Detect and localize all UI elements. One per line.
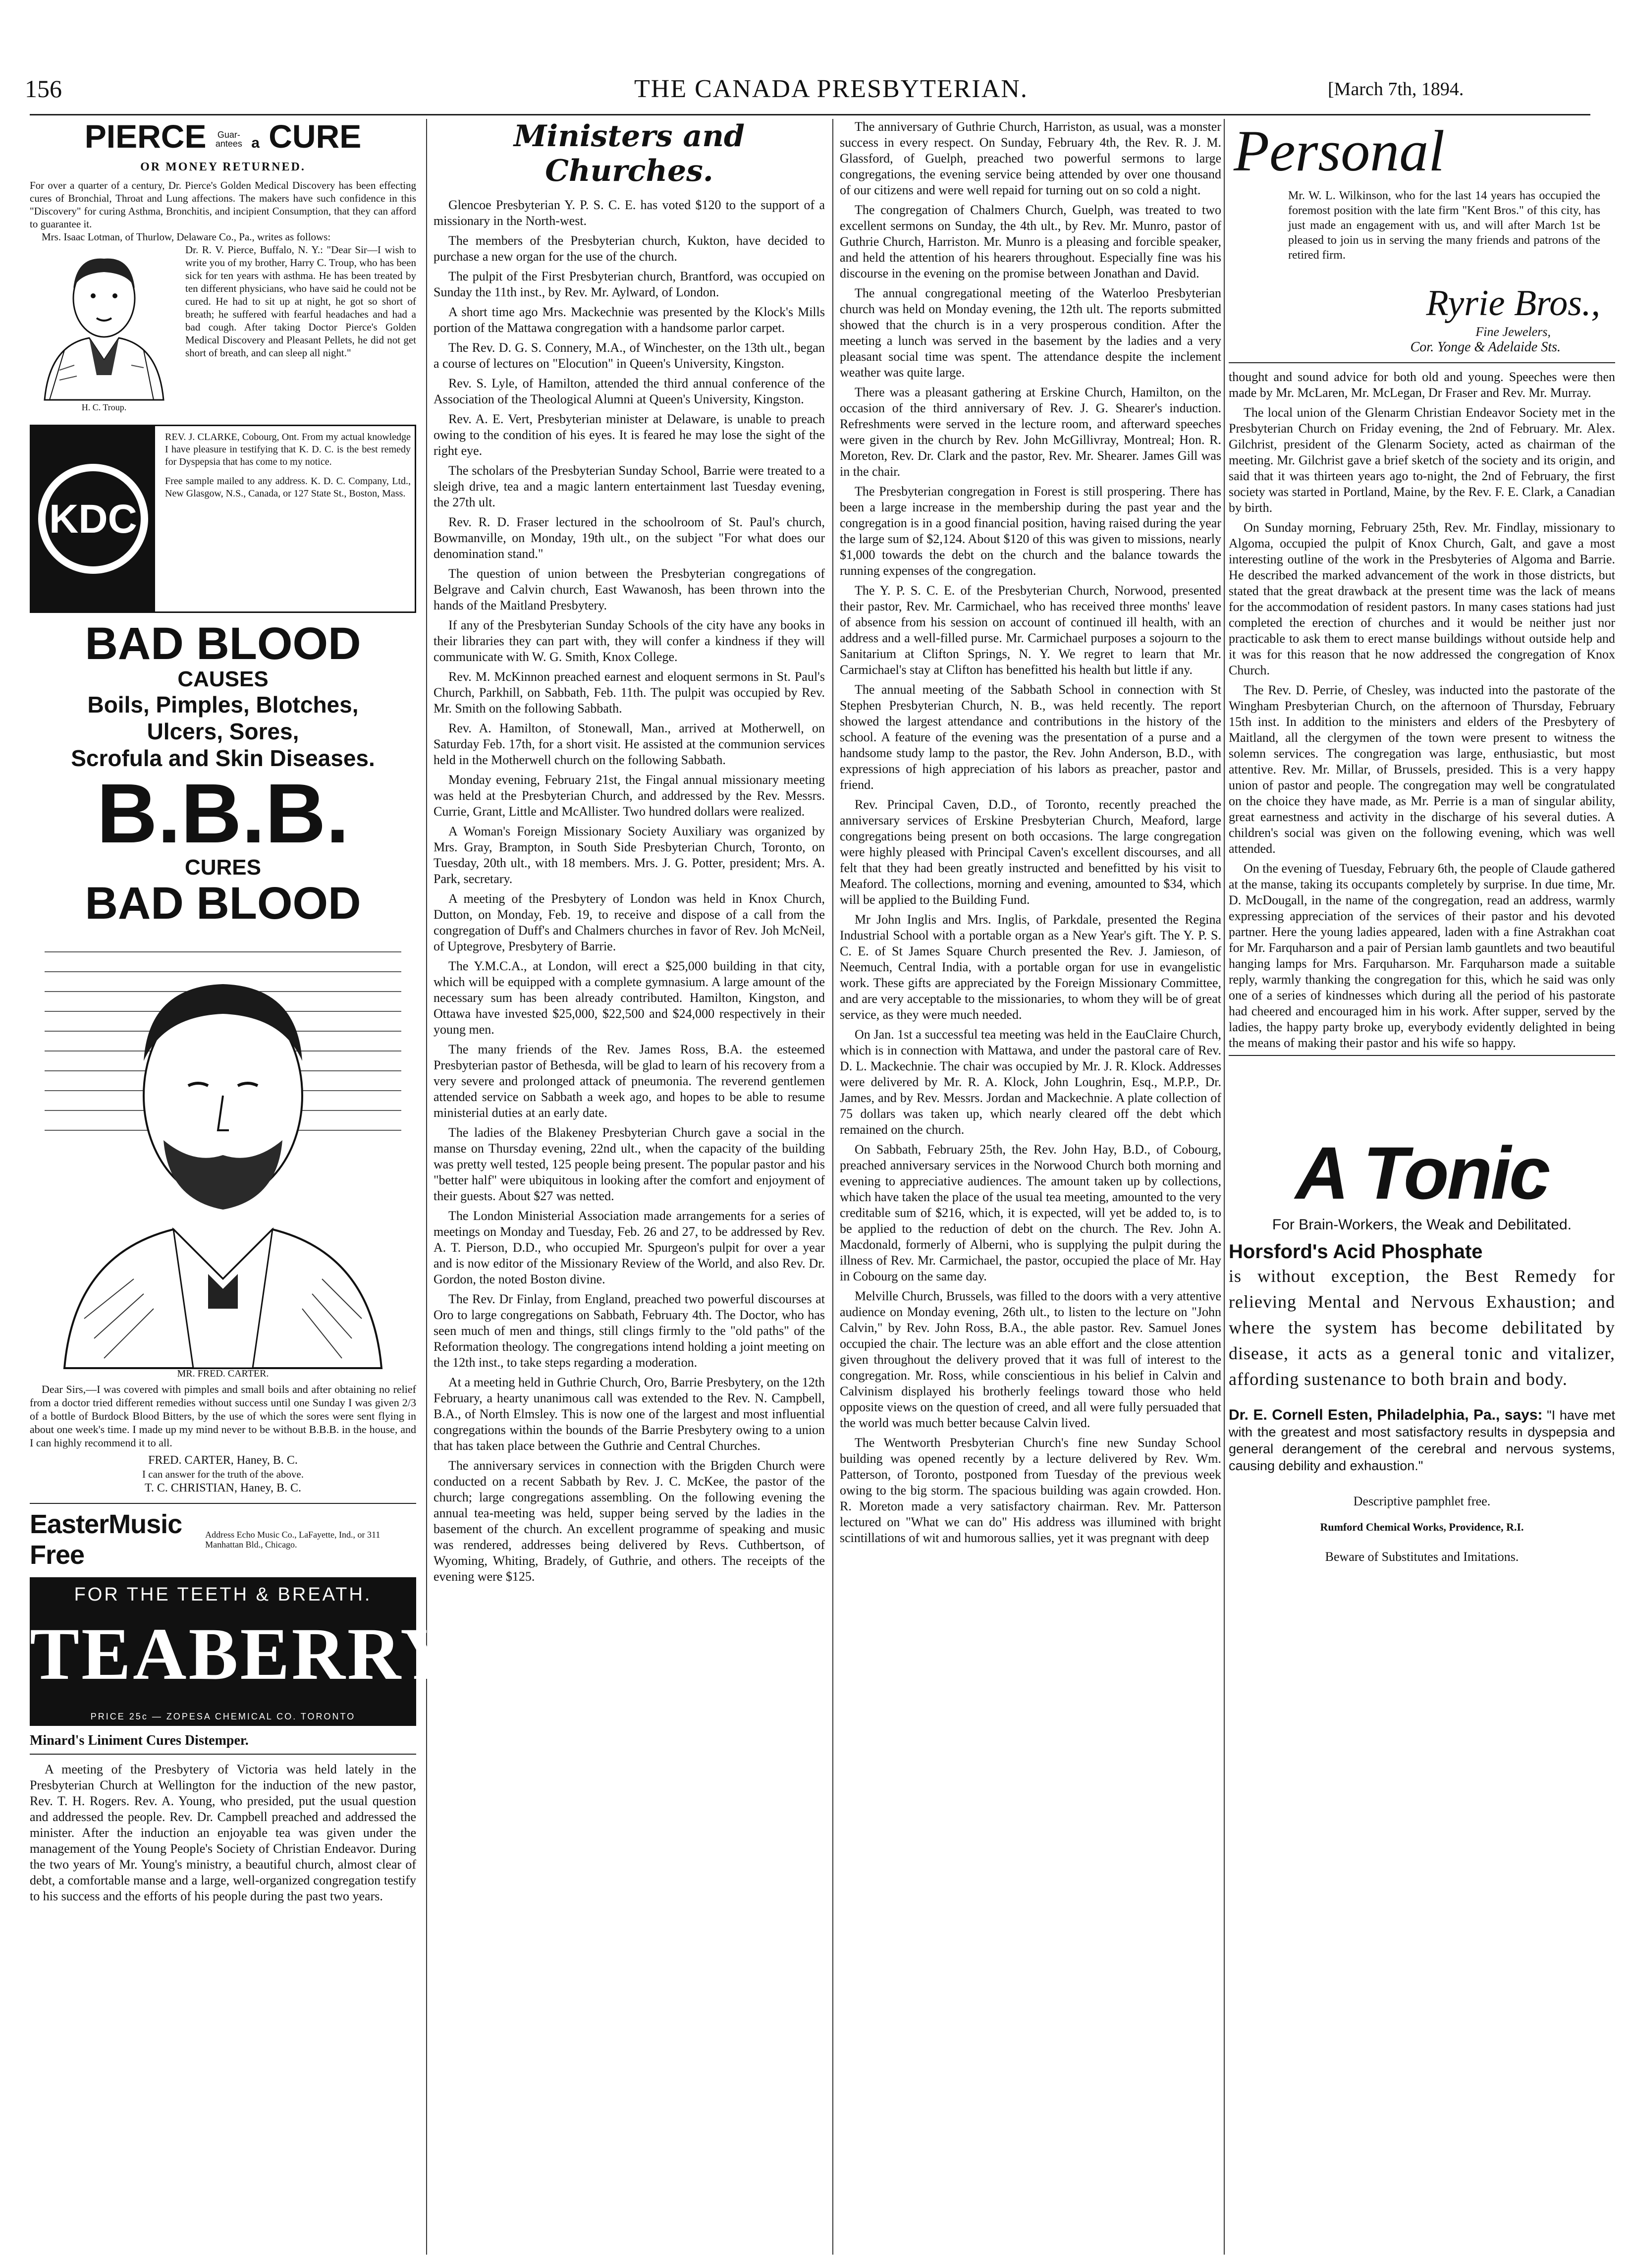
news-item: On Sunday morning, February 25th, Rev. Mr. Findlay, missionary to Algoma, occupied the pulpit of Knox Church, Galt, and gave a most interesting outline of the work in the Presbyteries of Algoma and Barrie. He described the marked advancement of the work in those districts, but stated that the great drawback at the present time was the lack of means for the accommodation of resident pastors. In many cases stations had just completed the erection of churches and it would be neither just nor practicable to ask them to erect manse buildings without outside help and it was for this reason that he now addressed the congregation of Knox Church.: [1229, 520, 1615, 677]
news-item: The anniversary services in connection with the Brigden Church were conducted on a recent Sabbath by Rev. J. C. McKee, the pastor of the church; large congregations assembling. On the following evening the annual tea-meeting was held, supper being served by the ladies in the basement of the church. An excellent programme of speaking and music was rendered, addresses being delivered by Revs. Cuthbertson, of Wyoming, Whiting, Bradely, of Guthrie, and others. The receipts of the evening were $125.: [434, 1458, 825, 1584]
news-item: There was a pleasant gathering at Erskine Church, Hamilton, on the occasion of the third anniversary of Rev. J. G. Shearer's induction. Refreshments were served in the lecture room, and afterward speeches were given in the church by Rev. John McGillivray, Montreal; Hon. R. Moreton, Rev. Dr. Clark and the pastor, Rev. Mr. Shearer. James Gill was in the chair.: [840, 385, 1221, 479]
news-item: On the evening of Tuesday, February 6th, the people of Claude gathered at the manse, taking its occupants completely by surprise. In due time, Mr. D. McDougall, in the name of the congregation, read an address, warmly expressing appreciation of the services of their pastor and his devoted partner. Here the young ladies appeared, laden with a fine Astrakhan coat for Mr. Farquharson and a pair of Persian lamb gauntlets and two beautiful hanging lamps for Mrs. Farquharson. Mr. Farquharson made a suitable reply, warmly thanking the congregation for this, which he said was only one of a series of kindnesses which during all the period of his pastorate had cheered and encouraged him in his work. After supper, served by the ladies, the happy party broke up, everybody evidently delighted in being the means of making their pastor and his wife so happy.: [1229, 861, 1615, 1050]
easter-music-address: Address Echo Music Co., LaFayette, Ind., or 311 Manhattan Bld., Chicago.: [205, 1530, 380, 1549]
news-item: On Sabbath, February 25th, the Rev. John Hay, B.D., of Cobourg, preached anniversary services in the Norwood Church both morning and evening to appreciative audiences. The amount taken up by collections, which have taken the place of the usual tea meeting, amounted to the very creditable sum of $216, which, it is expected, will yet be added to, is to be applied to the reduction of debt on the church. The Rev. John A. Macdonald, formerly of Alberni, who is supplying the pulpit during the illness of Rev. Mr. Carmichael, the pastor, occupied the place of Mr. Hay in Cobourg on the same day.: [840, 1142, 1221, 1283]
ryrie-bros-address: Cor. Yonge & Adelaide Sts.: [1410, 339, 1561, 355]
teaberry-price: PRICE 25c — ZOPESA CHEMICAL CO. TORONTO: [90, 1712, 356, 1721]
teaberry-brand: TEABERRY.: [30, 1613, 470, 1695]
news-item: A Woman's Foreign Missionary Society Auxiliary was organized by Mrs. Gray, Brampton, in South Side Presbyterian Church, Toronto, on Tuesday, 20th ult., with 18 members. Mrs. J. G. Potter, president; Mrs. A. Park, secretary.: [434, 824, 825, 886]
pierce-testimonial: [30, 243, 416, 412]
news-item: The London Ministerial Association made arrangements for a series of meetings on Monday and Tuesday, Feb. 26 and 27, to be addressed by Rev. A. T. Pierson, D.D., who occupied Mr. Spurgeon's pulpit for over a year and is now editor of the Missionary Review of the World, and also Rev. Dr. Gordon, the noted Boston divine.: [434, 1209, 825, 1286]
news-item: The Rev. D. Perrie, of Chesley, was inducted into the pastorate of the Wingham Presbyterian Church, on the afternoon of Thursday, February 15th inst. In addition to the ministers and elders of the Presbytery of Maitland, all the clergymen of the town were present to witness the solemn services. The congregation was large, enthusiastic, but most attentive. Rev. Mr. Millar, of Brussels, presided. This is a very happy union of pastor and people. The congregation may well be congratulated on the choice they have made, as Mr. Perrie is a man of singular ability, great earnestness and activity in the discharge of his several duties. A children's social was given on the following evening, which was well attended.: [1229, 683, 1615, 856]
news-item: The annual meeting of the Sabbath School in connection with St Stephen Presbyterian Church, N. B., was held recently. The report showed the largest attendance and contributions in the history of the school. A feature of the evening was the presentation of a purse and a handsome study lamp to the pastor, the Rev. John Anderson, B.D., with expressions of high appreciation of his labors as preacher, pastor and friend.: [840, 682, 1221, 792]
bad-blood-heading: BAD BLOOD: [85, 618, 361, 669]
portrait-caption: H. C. Troup.: [81, 402, 127, 412]
ailments-line: Ulcers, Sores,: [147, 719, 299, 744]
ailments-line: Boils, Pimples, Blotches,: [87, 692, 359, 718]
portrait-caption: MR. FRED. CARTER.: [177, 1368, 269, 1379]
news-item: The Rev. D. G. S. Connery, M.A., of Winchester, on the 13th ult., began a course of lectures on "Elocution" in Queen's University, Kingston.: [434, 340, 825, 371]
news-item: Rev. Principal Caven, D.D., of Toronto, recently preached the anniversary services of Erskine Presbyterian Church, Meaford, large congregations being present on both occasions. The large congregation were highly pleased with Principal Caven's excellent discourses, and all felt that they had been greatly instructed and benefitted by his visit to Meaford. The collections, morning and evening, amounted to $34, which will be applied to the Building Fund.: [840, 797, 1221, 907]
kdc-logo: [31, 426, 155, 611]
kdc-ad: [30, 425, 416, 613]
easter-music-ad: [30, 1503, 416, 1570]
minard-ad: Minard's Liniment Cures Distemper.: [30, 1733, 416, 1755]
news-item: Glencoe Presbyterian Y. P. S. C. E. has voted $120 to the support of a missionary in the North-west.: [434, 198, 825, 228]
news-item: The anniversary of Guthrie Church, Harriston, as usual, was a monster success in every respect. On Sunday, February 4th, the Rev. R. J. M. Glassford, of Guelph, preached two powerful sermons to large congregations, the evening service being attended by over one thousand of our citizens and were well repaid for turning out on so cold a night.: [840, 119, 1221, 197]
ryrie-bros-trade: Fine Jewelers,: [1475, 325, 1551, 339]
news-item: At a meeting held in Guthrie Church, Oro, Barrie Presbytery, on the 12th February, a hearty unanimous call was extended to the Rev. N. Campbell, B.A., of North Elmsley. This is now one of the largest and most influential congregations within the bounds of the Barrie Presbytery owing to a union that has taken place between the Guthrie and Central Churches.: [434, 1375, 825, 1453]
tonic-subheading: For Brain-Workers, the Weak and Debilitated.: [1272, 1217, 1572, 1233]
testimonial-attestation: I can answer for the truth of the above.: [142, 1468, 304, 1480]
column-ministers-churches: [434, 119, 825, 2257]
news-item: On Jan. 1st a successful tea meeting was held in the EauClaire Church, which is in connection with Mattawa, and under the pastoral care of Rev. D. L. Mackechnie. The chair was occupied by Mr. J. R. Klock. Addresses were delivered by Mr. R. A. Klock, John Loughrin, Esq., M.P.P., Dr. James, and by Rev. Messrs. Jordan and Mackechnie. A plate collection of 75 dollars was taken up, which nearly cleared off the debt which remained on the church.: [840, 1027, 1221, 1137]
news-item: Rev. S. Lyle, of Hamilton, attended the third annual conference of the Association of the Theological Alumni at Queen's University, Kingston.: [434, 376, 825, 406]
personal-heading: Personal: [1234, 118, 1445, 183]
news-item: thought and sound advice for both old and young. Speeches were then made by Mr. McLaren, Mr. McLegan, Dr Fraser and Rev. Mr. Murray.: [1229, 370, 1615, 400]
news-item: Rev. A. Hamilton, of Stonewall, Man., arrived at Motherwell, on Saturday Feb. 17th, for a short visit. He assisted at the communion services held in the Motherwell church on the following Sabbath.: [434, 721, 825, 767]
pierce-ad-text: Mrs. Isaac Lotman, of Thurlow, Delaware Co., Pa., writes as follows:: [42, 231, 331, 243]
troup-portrait-image: [30, 246, 178, 410]
news-item: Mr John Inglis and Mrs. Inglis, of Parkdale, presented the Regina Industrial School with a portable organ as a New Year's gift. The Y. P. S. C. E. of St James Square Church presented the Rev. J. Jamieson, of Neemuch, Central India, with a portable organ for use in evangelistic work. These gifts are appreciated by the Foreign Missionary Committee, and are very acceptable to the missionaries, to whom they will be of great service, as they were much needed.: [840, 912, 1221, 1022]
news-item: The Presbyterian congregation in Forest is still prospering. There has been a large increase in the membership during the past year and the congregation is in a good financial position, having raised during the year the large sum of $2,124. About $120 of this was given to missions, nearly $1,000 towards the debt on the church and the balance towards the running expenses of the congregation.: [840, 484, 1221, 578]
cures-label: CURES: [184, 855, 262, 880]
kdc-sample-offer: Free sample mailed to any address. K. D. C. Company, Ltd., New Glasgow, N.S., Canada, or 127 State St., Boston, Mass.: [165, 476, 411, 499]
pierce-ad-headline: [30, 119, 416, 161]
product-name: Horsford's Acid Phosphate: [1229, 1241, 1483, 1263]
bad-blood-heading: BAD BLOOD: [85, 878, 361, 929]
ailments-line: Scrofula and Skin Diseases.: [71, 745, 375, 771]
product-description: is without exception, the Best Remedy for relieving Mental and Nervous Exhaustion; and where the system has become debilitated by disease, it acts as a general tonic and vitalizer, affording sustenance to both brain and body.: [1229, 1266, 1615, 1389]
imitation-warning: Beware of Substitutes and Imitations.: [1325, 1549, 1519, 1564]
kdc-testimonial: REV. J. CLARKE, Cobourg, Ont. From my actual knowledge I have pleasure in testifying that K. D. C. is the best remedy for Dyspepsia that has come to my notice.: [165, 432, 411, 467]
news-item: The Y.M.C.A., at London, will erect a $25,000 building in that city, which will be equipped with a complete gymnasium. A large amount of the necessary sum has been already contributed. Hamilton, Kingston, and Ottawa have invested $25,000, $22,500 and $24,000 respectively in their young men.: [434, 959, 825, 1037]
news-item: The Y. P. S. C. E. of the Presbyterian Church, Norwood, presented their pastor, Rev. Mr. Carmichael, who has received three months' leave of absence from his session on account of continued ill health, with an address and a well-filled purse. Mr. Carmichael purposes a sojourn to the Sanitarium at Clifton Springs, N. Y. We regret to learn that Mr. Carmichael's stay at Clifton has benefitted his health but little if any.: [840, 583, 1221, 677]
news-item: If any of the Presbyterian Sunday Schools of the city have any books in their libraries they can part with, they will confer a kindness if they will communicate with W. G. Smith, Knox College.: [434, 618, 825, 664]
teaberry-ad: [30, 1577, 470, 1726]
news-item: A short time ago Mrs. Mackechnie was presented by the Klock's Mills portion of the Mattawa congregation with a handsome parlor carpet.: [434, 305, 825, 335]
news-item: The question of union between the Presbyterian congregations of Belgrave and Calvin church, East Wawanosh, has been thrown into the hands of the Maitland Presbytery.: [434, 566, 825, 612]
column-news-continued: [840, 119, 1221, 2257]
news-item: Rev. M. McKinnon preached earnest and eloquent sermons in St. Paul's Church, Parkhill, on Sabbath, Feb. 11th. The pulpit was occupied by Rev. Mr. Smith on the following Sabbath.: [434, 669, 825, 716]
doctor-name: Dr. E. Cornell Esten, Philadelphia, Pa., says:: [1229, 1407, 1543, 1423]
easter-music-title: EasterMusic Free: [30, 1509, 182, 1570]
fred-carter-portrait-image: [45, 932, 401, 1368]
bbb-ad: [30, 620, 416, 1495]
news-item: The ladies of the Blakeney Presbyterian Church gave a social in the manse on Thursday evening, 22nd ult., when the capacity of the building was pretty well tested, 125 people being present. The popular pastor and his "better half" were ubiquitous in looking after the comfort and enjoyment of their guests. About $27 was netted.: [434, 1125, 825, 1203]
news-item: The local union of the Glenarm Christian Endeavor Society met in the Presbyterian Church on Friday evening, the 2nd of February. Mr. Alex. Gilchrist, president of the Glenarm Society, acted as chairman of the meeting. Mr. Gilchrist gave a brief sketch of the society and its origin, and said that it was thirteen years ago to-night, the 2nd of February, the first society was started in Portland, Maine, by the Rev. F. E. Clark, a Canadian by birth.: [1229, 405, 1615, 515]
issue-date: [March 7th, 1894.: [1328, 79, 1464, 100]
manufacturer-name: Rumford Chemical Works, Providence, R.I.: [1320, 1521, 1524, 1533]
doctor-testimonial: [1229, 1407, 1615, 1474]
bbb-brand: B.B.B.: [97, 767, 349, 861]
column-personal-and-ads: [1229, 119, 1615, 2257]
news-item: Monday evening, February 21st, the Fingal annual missionary meeting was held at the Presbyterian Church, and addressed by the Rev. Messrs. Currie, Grant, Little and McAllister. Two hundred dollars were realized.: [434, 773, 825, 819]
page-number: 156: [25, 75, 62, 103]
header-rule: [30, 114, 1590, 115]
news-item: Melville Church, Brussels, was filled to the doors with a very attentive audience on Monday evening, 26th ult., to listen to the lecture on "John Calvin," by Rev. John Ross, B.A., the able pastor. Rev. Samuel Jones occupied the chair. The lecture was an able effort and the close attention given throughout the delivery proved that it was full of interest to the congregation. Mr. Ross, while conscientious in his belief in Calvin and Calvinism displayed his brotherly feelings toward those who held opposite views on the question of creed, and all were fully persuaded that the world was much better because Calvin lived.: [840, 1289, 1221, 1430]
personal-notice-text: Mr. W. L. Wilkinson, who for the last 14 years has occupied the foremost position with the late firm "Kent Bros." of this city, has just made an engagement with us, and will after March 1st be pleased to join us in serving the many friends and patrons of the retired firm.: [1288, 189, 1600, 262]
victoria-presbytery-article: A meeting of the Presbytery of Victoria was held lately in the Presbyterian Church at Wellington for the induction of the new pastor, Rev. T. H. Rogers. Rev. A. Young, who presided, put the usual question and addressed the people. Rev. Dr. Campbell preached and addressed the minister. After the induction an enjoyable tea was given under the management of the Young People's Society of Christian Endeavor. During the two years of Mr. Young's ministry, a beautiful church, almost clear of debt, a comfortable manse and a large, well-organized congregation testify to his success and the efforts of his people during the past two years.: [30, 1762, 416, 1903]
cure-word: CURE: [269, 118, 362, 155]
horsford-tonic-ad: [1229, 1130, 1615, 1564]
teaberry-tagline: FOR THE TEETH & BREATH.: [74, 1584, 372, 1605]
ryrie-bros-name: Ryrie Bros.,: [1426, 283, 1600, 324]
pierce-testimonial-text: Dr. R. V. Pierce, Buffalo, N. Y.: "Dear Sir—I wish to write you of my brother, Harry C. Troup, who has been sick for ten years with asthma. He has been treated by ten different physicians, who have said he could not be cured. He had to sit up at night, he got so short of breath; he suffered with fearful headaches and had a bad cough. After taking Doctor Pierce's Golden Medical Discovery and Pleasant Pellets, he did not get short of breath, and can sleep all night.": [185, 244, 416, 359]
testimonial-signature: FRED. CARTER, Haney, B. C.: [148, 1454, 298, 1467]
pamphlet-offer: Descriptive pamphlet free.: [1353, 1494, 1491, 1508]
masthead-title: THE CANADA PRESBYTERIAN.: [634, 75, 1028, 103]
kdc-ad-text: [165, 431, 411, 500]
news-item: The scholars of the Presbyterian Sunday School, Barrie were treated to a sleigh drive, tea and a magic lantern entertainment last Tuesday evening, the 27th ult.: [434, 463, 825, 509]
section-divider: [1229, 1055, 1615, 1056]
news-item: The annual congregational meeting of the Waterloo Presbyterian church was held on Monday evening, the 12th ult. The reports submitted showed that the church is in a very prosperous condition. After the meeting a lunch was served in the basement by the ladies and a very pleasant social time was spent. The attendance despite the inclement weather was quite large.: [840, 286, 1221, 380]
pierce-ad-text: For over a quarter of a century, Dr. Pierce's Golden Medical Discovery has been effecting cures of Bronchial, Throat and Lung affections. The makers have such confidence in this "Discovery" for curing Asthma, Bronchitis, and incipient Consumption, that they can afford to guarantee it.: [30, 179, 416, 230]
news-item: The Wentworth Presbyterian Church's fine new Sunday School building was opened recently by a lecture delivered by Rev. Wm. Patterson, of Toronto, postponed from Tuesday of the previous week owing to the big storm. The spacious building was again crowded. Hon. R. Moreton made a very satisfactory chairman. Rev. Mr. Patterson lectured on "What we can do" His address was illumined with bright scintillations of wit and humorous sallies, yet it was pregnant with deep: [840, 1436, 1221, 1545]
section-divider: [1229, 362, 1615, 363]
pierce-word: PIERCE: [84, 118, 207, 155]
pierce-subheading: OR MONEY RETURNED.: [140, 161, 306, 173]
column-divider: [1224, 119, 1225, 2255]
causes-label: CAUSES: [177, 667, 269, 691]
news-item: A meeting of the Presbytery of London was held in Knox Church, Dutton, on Monday, Feb. 19, to receive and dispose of a call from the congregation of Duff's and Chalmers churches in favor of Rev. Joh McNeil, of Uptegrove, Presbytery of Barrie.: [434, 891, 825, 953]
news-item: The Rev. Dr Finlay, from England, preached two powerful discourses at Oro to large congregations on Sabbath, February 4th. The Doctor, who has seen much of men and things, still clings firmly to the "old paths" of the Reformation theology. The congregations intend holding a joint meeting on the 12th inst., to take steps regarding a moderation.: [434, 1292, 825, 1370]
news-item: The members of the Presbyterian church, Kukton, have decided to purchase a new organ for the use of the church.: [434, 233, 825, 264]
news-item: Rev. R. D. Fraser lectured in the schoolroom of St. Paul's church, Bowmanville, on Monday, 19th ult., on the subject "For what does our denomination stand.": [434, 515, 825, 561]
column-divider: [832, 119, 833, 2255]
news-item: The many friends of the Rev. James Ross, B.A. the esteemed Presbyterian pastor of Bethesda, will be glad to learn of his recovery from a very severe and prolonged attack of pneumonia. The reverend gentlemen attended service on Sabbath a week ago, and hopes to be able to resume ministerial duties at an early date.: [434, 1042, 825, 1120]
page-header: [25, 64, 1610, 109]
tonic-headline: A Tonic: [1295, 1131, 1549, 1215]
news-item: Rev. A. E. Vert, Presbyterian minister at Delaware, is unable to preach owing to the condition of his eyes. It is feared he may lose the sight of the right eye.: [434, 412, 825, 458]
column-divider: [426, 119, 427, 2255]
ryrie-bros-ad: [1229, 119, 1615, 355]
guarantees-label: Guar- antees: [215, 129, 242, 149]
a-word: a: [251, 135, 260, 151]
testimonial-signature: T. C. CHRISTIAN, Haney, B. C.: [145, 1482, 301, 1494]
column-advertisements: [30, 118, 470, 2257]
doctor-quote: "I have met with the greatest and most satisfactory results in dyspepsia and general derangement of the cerebral and nervous systems, causing debility and exhaustion.": [1229, 1408, 1615, 1473]
bbb-testimonial: Dear Sirs,—I was covered with pimples and small boils and after obtaining no relief from a doctor tried different remedies without success until one Sunday I was given 2/3 of a bottle of Burdock Blood Bitters, by the use of which the sores were sent flying in about one week's time. I made up my mind never to be without B.B.B. in the house, and I can highly recommend it to all.: [30, 1383, 416, 1449]
news-item: The pulpit of the First Presbyterian church, Brantford, was occupied on Sunday the 11th inst., by Rev. Mr. Aylward, of London.: [434, 269, 825, 299]
kdc-logo-text: KDC: [49, 497, 137, 542]
news-item: The congregation of Chalmers Church, Guelph, was treated to two excellent sermons on Sunday, the 4th ult., by Rev. Mr. Munro, pastor of Guthrie Church, Harriston. Mr. Munro is a pleasing and forcible speaker, and held the attention of his hearers throughout. Especially fine was his discourse in the evening on the promise between Jonathan and David.: [840, 203, 1221, 280]
section-heading: Ministers and Churches.: [513, 119, 745, 188]
